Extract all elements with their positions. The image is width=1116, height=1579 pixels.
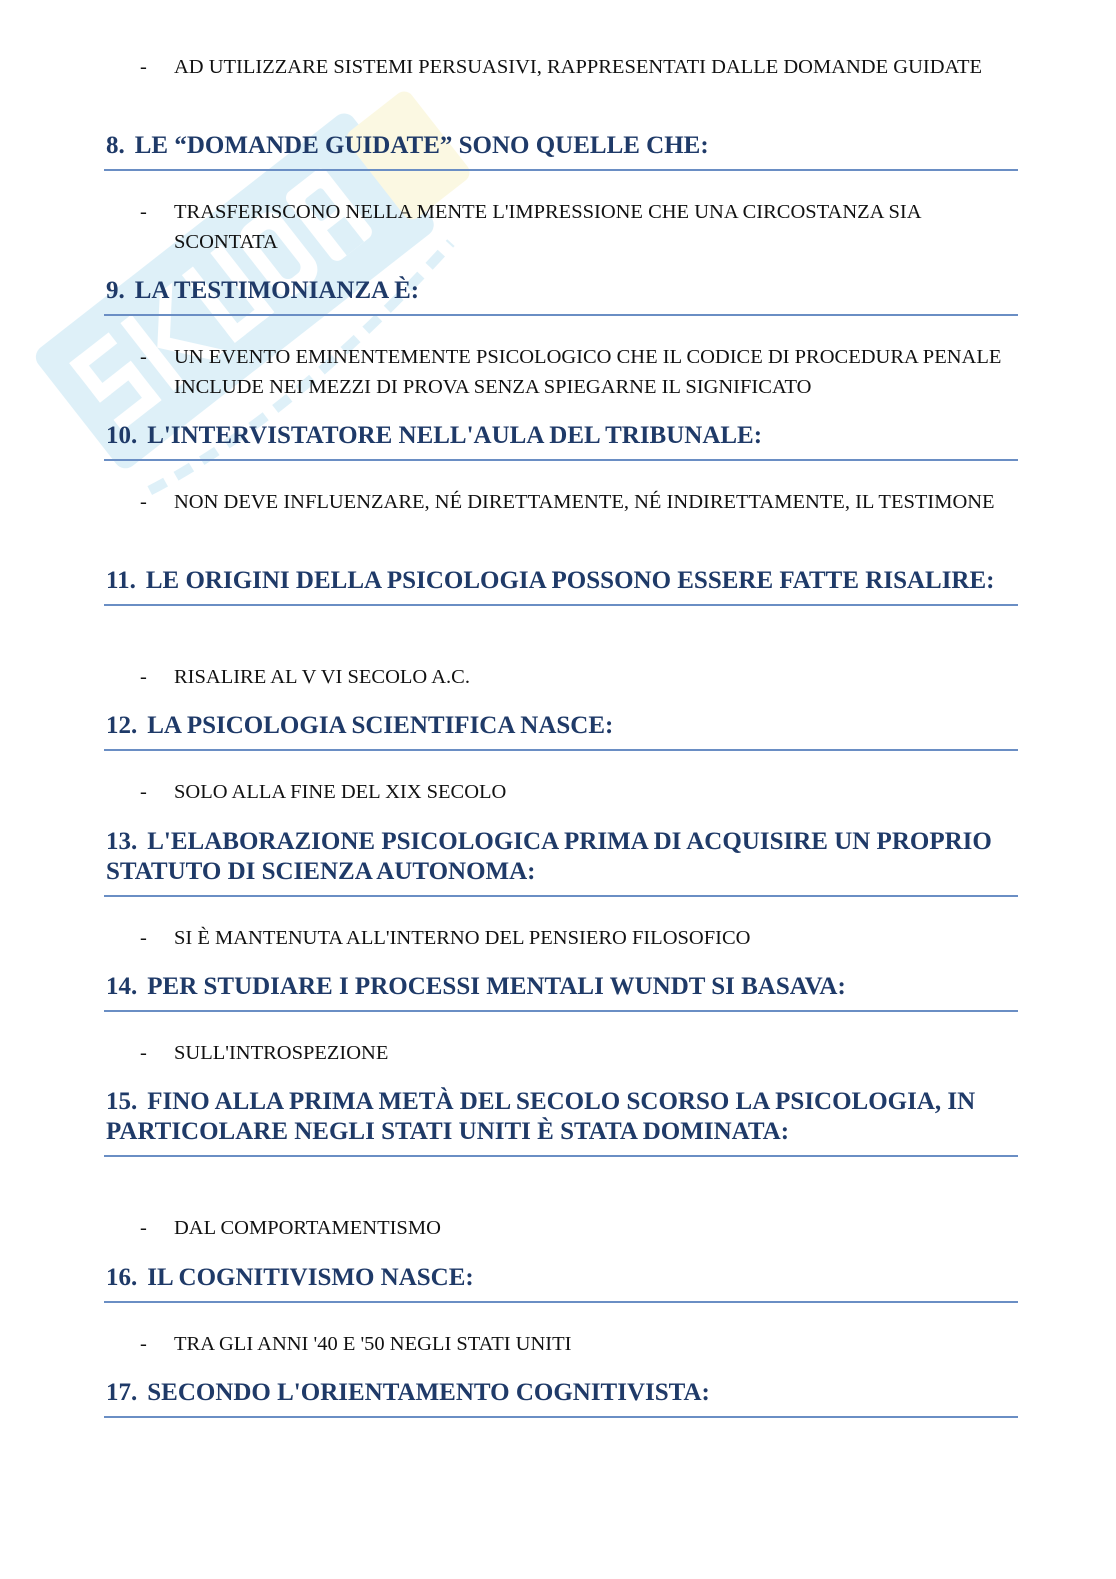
question-label: IL COGNITIVISMO NASCE: <box>147 1264 474 1291</box>
question-number: 10. <box>106 422 138 449</box>
question-heading <box>104 566 1018 606</box>
question-label: L'ELABORAZIONE PSICOLOGICA PRIMA DI ACQUISIRE UN PROPRIO STATUTO DI SCIENZA AUTONOMA: <box>106 828 992 885</box>
answer-text: TRASFERISCONO NELLA MENTE L'IMPRESSIONE CHE UNA CIRCOSTANZA SIA SCONTATA <box>174 201 921 253</box>
question-heading <box>104 421 1018 461</box>
question-number: 8. <box>106 132 125 159</box>
answer-item <box>140 923 1020 953</box>
question-heading <box>104 1087 1018 1157</box>
question-text <box>106 1263 1018 1293</box>
answer-text: SOLO ALLA FINE DEL XIX SECOLO <box>174 781 507 803</box>
question-number: 12. <box>106 712 138 739</box>
answer-item <box>140 52 1020 82</box>
answer-item <box>140 197 1020 257</box>
question-label: FINO ALLA PRIMA METÀ DEL SECOLO SCORSO LA PSICOLOGIA, IN PARTICOLARE NEGLI STATI UNITI È STATA DOMINATA: <box>106 1088 976 1145</box>
answer-marker: - <box>140 491 147 513</box>
question-heading <box>104 711 1018 751</box>
question-number: 17. <box>106 1379 138 1406</box>
question-heading <box>104 827 1018 897</box>
answer-marker: - <box>140 1333 147 1355</box>
question-text <box>106 711 1018 741</box>
answer-item <box>140 1213 1020 1243</box>
answer-marker: - <box>140 201 147 223</box>
question-number: 13. <box>106 828 138 855</box>
question-text <box>106 276 1018 306</box>
question-text <box>106 131 1018 161</box>
question-label: LA TESTIMONIANZA È: <box>134 277 420 304</box>
answer-item <box>140 662 1020 692</box>
question-label: LA PSICOLOGIA SCIENTIFICA NASCE: <box>147 712 614 739</box>
answer-item <box>140 777 1020 807</box>
answer-marker: - <box>140 56 147 78</box>
question-label: L'INTERVISTATORE NELL'AULA DEL TRIBUNALE: <box>147 422 763 449</box>
question-heading <box>104 1378 1018 1418</box>
question-text <box>106 827 1018 887</box>
question-text <box>106 1378 1018 1408</box>
question-text <box>106 972 1018 1002</box>
question-label: LE “DOMANDE GUIDATE” SONO QUELLE CHE: <box>134 132 709 159</box>
answer-marker: - <box>140 666 147 688</box>
answer-text: UN EVENTO EMINENTEMENTE PSICOLOGICO CHE IL CODICE DI PROCEDURA PENALE INCLUDE NEI MEZZI DI PROVA SENZA SPIEGARNE IL SIGNIFICATO <box>174 346 1002 398</box>
answer-text: TRA GLI ANNI '40 E '50 NEGLI STATI UNITI <box>174 1333 572 1355</box>
answer-marker: - <box>140 346 147 368</box>
question-number: 15. <box>106 1088 138 1115</box>
answer-marker: - <box>140 781 147 803</box>
question-text <box>106 421 1018 451</box>
answer-item <box>140 342 1020 402</box>
question-label: PER STUDIARE I PROCESSI MENTALI WUNDT SI BASAVA: <box>147 973 846 1000</box>
answer-item <box>140 1038 1020 1068</box>
question-number: 14. <box>106 973 138 1000</box>
question-heading <box>104 276 1018 316</box>
answer-text: RISALIRE AL V VI SECOLO A.C. <box>174 666 470 688</box>
question-heading <box>104 131 1018 171</box>
answer-marker: - <box>140 927 147 949</box>
answer-marker: - <box>140 1217 147 1239</box>
answer-text: SULL'INTROSPEZIONE <box>174 1042 389 1064</box>
answer-text: SI È MANTENUTA ALL'INTERNO DEL PENSIERO FILOSOFICO <box>174 927 751 949</box>
question-number: 11. <box>106 567 136 594</box>
question-number: 16. <box>106 1264 138 1291</box>
question-number: 9. <box>106 277 125 304</box>
answer-item <box>140 1329 1020 1359</box>
answer-text: AD UTILIZZARE SISTEMI PERSUASIVI, RAPPRESENTATI DALLE DOMANDE GUIDATE <box>174 56 983 78</box>
answer-text: NON DEVE INFLUENZARE, NÉ DIRETTAMENTE, NÉ INDIRETTAMENTE, IL TESTIMONE <box>174 491 995 513</box>
question-label: SECONDO L'ORIENTAMENTO COGNITIVISTA: <box>147 1379 710 1406</box>
question-text <box>106 1087 1018 1147</box>
question-heading <box>104 1263 1018 1303</box>
answer-marker: - <box>140 1042 147 1064</box>
question-text <box>106 566 1018 596</box>
answer-text: DAL COMPORTAMENTISMO <box>174 1217 441 1239</box>
question-label: LE ORIGINI DELLA PSICOLOGIA POSSONO ESSERE FATTE RISALIRE: <box>145 567 995 594</box>
answer-item <box>140 487 1020 517</box>
question-heading <box>104 972 1018 1012</box>
